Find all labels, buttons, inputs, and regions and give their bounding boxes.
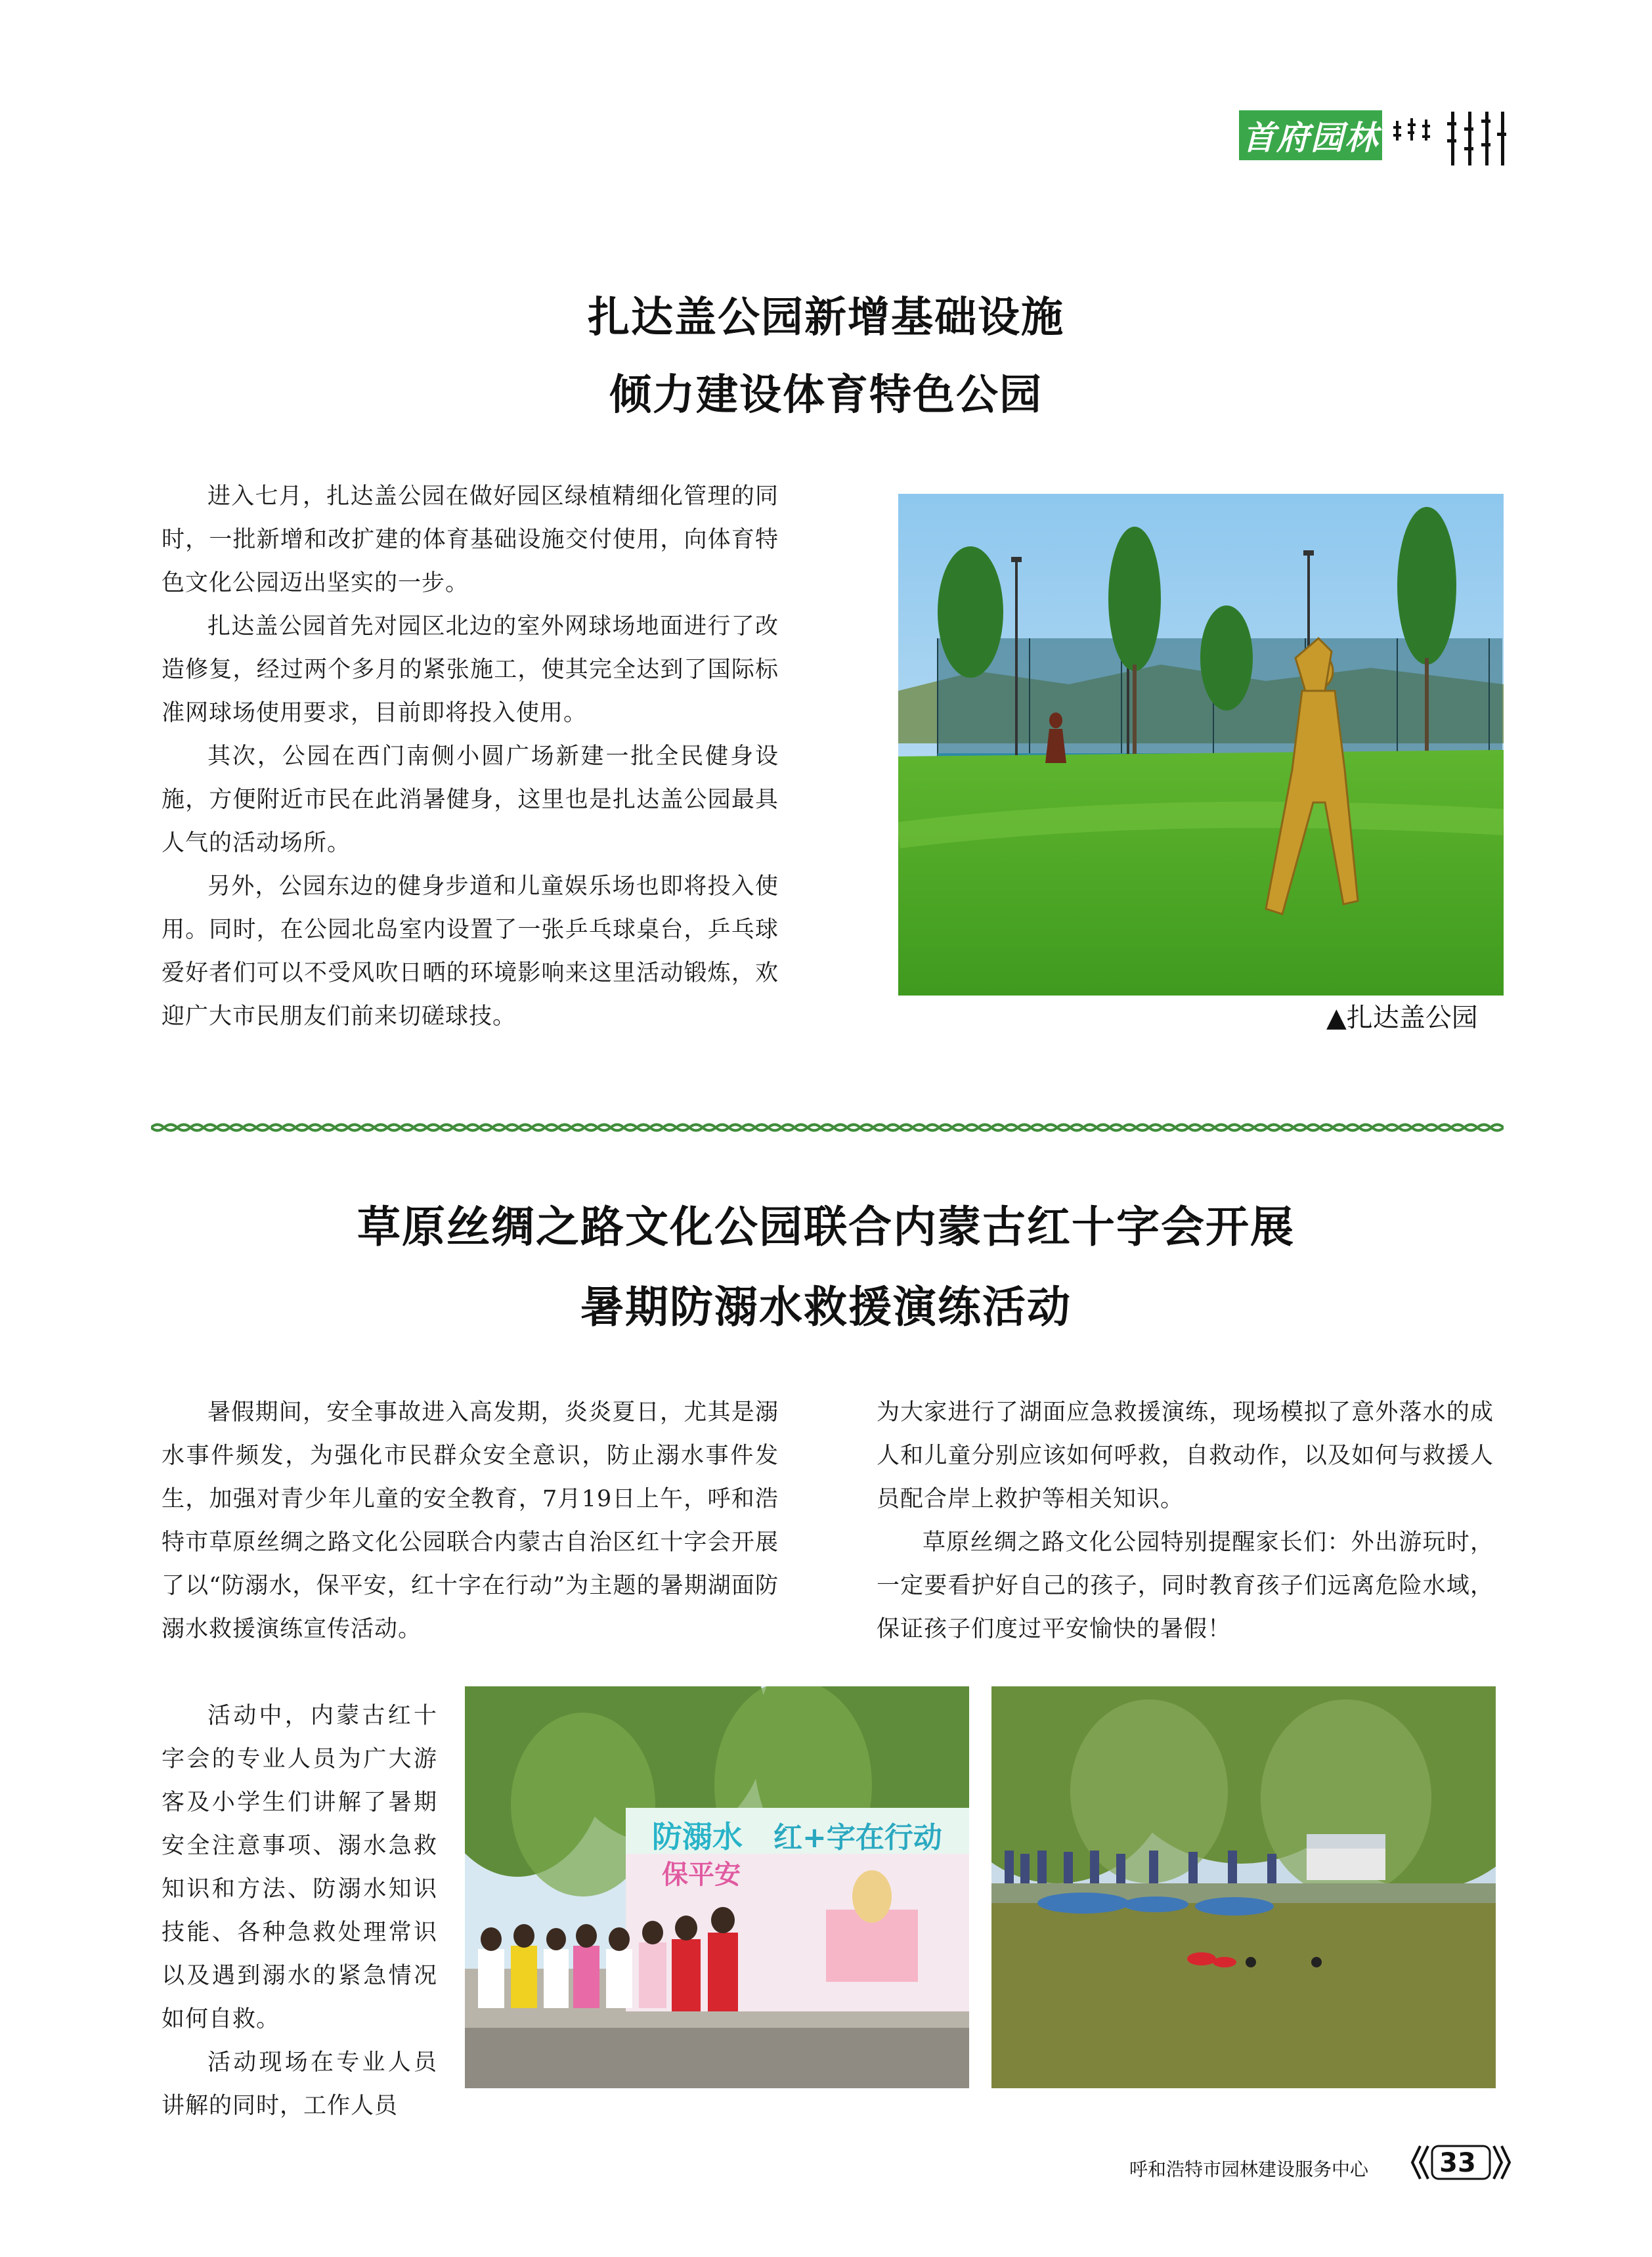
paragraph: 暑假期间，安全事故进入高发期，炎炎夏日，尤其是溺水事件频发，为强化市民群众安全意识，防止溺水事件发生，加强对青少年儿童的安全教育，7月19日上午，呼和浩特市草原丝绸之路文化公园联合内蒙古自治区红十字会开展了以“防溺水，保平安，红十字在行动”为主题的暑期湖面防溺水救援演练宣传活动。 [162, 1399, 779, 1642]
article1-title-line2: 倾力建设体育特色公园 [609, 371, 1043, 420]
section-badge: 首府园林 [1239, 110, 1382, 160]
mongolian-script-icon [1391, 109, 1509, 168]
wave-divider [151, 1120, 1504, 1135]
photo-caption: ▲扎达盖公园 [1326, 1003, 1478, 1033]
paragraph: 其次，公园在西门南侧小圆广场新建一批全民健身设施，方便附近市民在此消暑健身，这里也是扎达盖公园最具人气的活动场所。 [162, 743, 779, 856]
article2-narrow-column [162, 1694, 437, 2128]
paragraph: 扎达盖公园首先对园区北边的室外网球场地面进行了改造修复，经过两个多月的紧张施工，使其完全达到了国际标准网球场使用要求，目前即将投入使用。 [162, 613, 779, 726]
article1-title-line1: 扎达盖公园新增基础设施 [588, 294, 1064, 342]
banner-text-1: 防溺水 [652, 1819, 743, 1854]
article2-title-line2: 暑期防溺水救援演练活动 [580, 1282, 1072, 1332]
park-photo [898, 494, 1504, 996]
paragraph: 为大家进行了湖面应急救援演练，现场模拟了意外落水的成人和儿童分别应该如何呼救，自救动作，以及如何与救援人员配合岸上救护等相关知识。 [877, 1399, 1494, 1512]
article2-title-line1: 草原丝绸之路文化公园联合内蒙古红十字会开展 [357, 1202, 1295, 1252]
page-number: 33 [1439, 2148, 1476, 2178]
article2-left-column [162, 1391, 779, 1651]
footer-org: 呼和浩特市园林建设服务中心 [1129, 2158, 1369, 2180]
paragraph: 进入七月，扎达盖公园在做好园区绿植精细化管理的同时，一批新增和改扩建的体育基础设施交付使用，向体育特色文化公园迈出坚实的一步。 [162, 483, 779, 596]
paragraph: 另外，公园东边的健身步道和儿童娱乐场也即将投入使用。同时，在公园北岛室内设置了一张乒乓球桌台，乒乓球爱好者们可以不受风吹日晒的环境影响来这里活动锻炼，欢迎广大市民朋友们前来切磋球技。 [162, 873, 779, 1030]
banner-text-3: 红+字在行动 [773, 1821, 942, 1854]
banner-text-2: 保平安 [662, 1860, 741, 1890]
lake-drill-photo [991, 1686, 1496, 2088]
paragraph: 草原丝绸之路文化公园特别提醒家长们：外出游玩时，一定要看护好自己的孩子，同时教育孩子们远离危险水域，保证孩子们度过平安愉快的暑假！ [877, 1529, 1494, 1642]
paragraph: 活动中，内蒙古红十字会的专业人员为广大游客及小学生们讲解了暑期安全注意事项、溺水急救知识和方法、防溺水知识技能、各种急救处理常识以及遇到溺水的紧急情况如何自救。 [162, 1703, 437, 2032]
paragraph: 活动现场在专业人员讲解的同时，工作人员 [162, 2049, 437, 2119]
article2-right-column [877, 1391, 1494, 1651]
event-banner-photo [465, 1686, 969, 2088]
article1-body [162, 475, 779, 1038]
